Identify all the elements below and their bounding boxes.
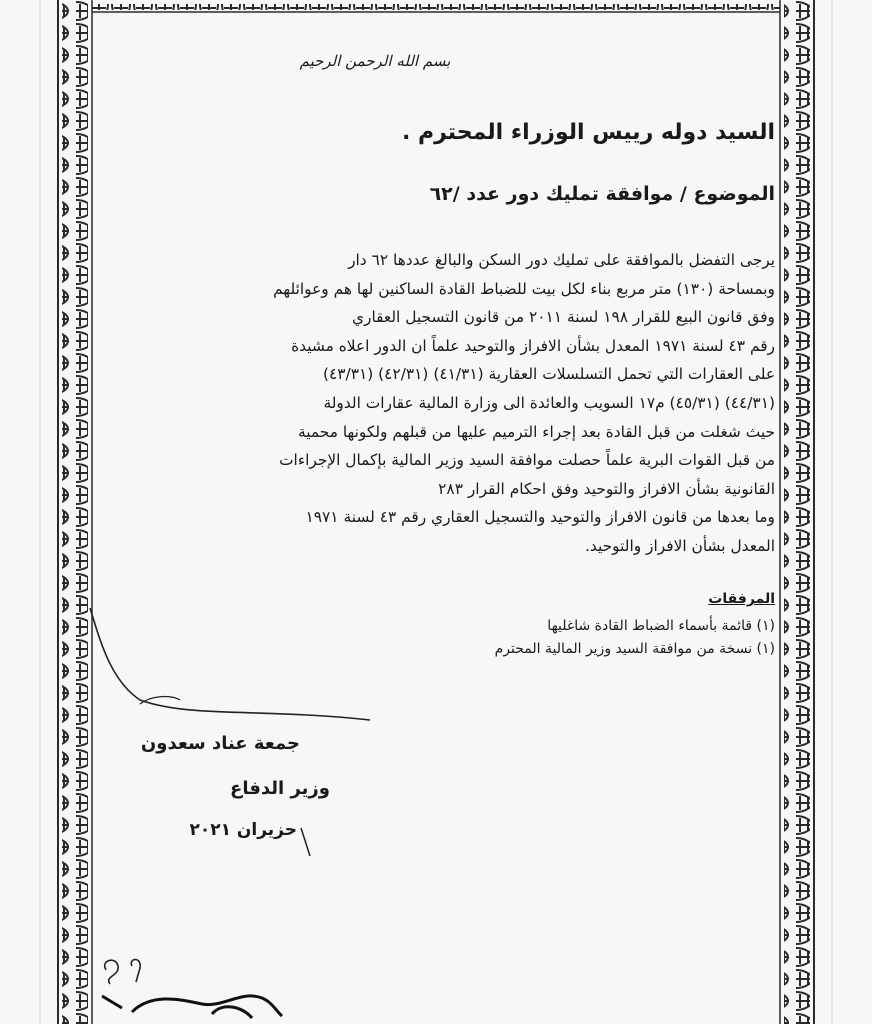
attachment-item: (١) نسخة من موافقة السيد وزير المالية المحترم (494, 641, 775, 657)
body-line: حيث شغلت من قبل القادة بعد إجراء الترميم عليها من قبلهم ولكونها محمية (297, 422, 775, 441)
basmala: بسم الله الرحمن الرحيم (299, 52, 451, 70)
body-line: يرجى التفضل بالموافقة على تمليك دور السكن والبالغ عددها ٦٢ دار (348, 251, 775, 269)
tick-mark (298, 826, 314, 860)
body-line: رقم ٤٣ لسنة ١٩٧١ المعدل بشأن الافراز والتوحيد علماً ان الدور اعلاه مشيدة (291, 336, 775, 355)
body-line: من قبل القوات البرية علماً حصلت موافقة السيد وزير المالية بإكمال الإجراءات (279, 451, 775, 470)
attachment-item: (١) قائمة بأسماء الضباط القادة شاغليها (547, 618, 775, 634)
signatory-title: وزير الدفاع (230, 778, 330, 799)
body-line: على العقارات التي تحمل التسلسلات العقارية (٤١/٣١) (٤٢/٣١) (٤٣/٣١) (322, 365, 775, 384)
letter-body (95, 246, 775, 561)
body-line: وبمساحة (١٣٠) متر مربع بناء لكل بيت للضباط القادة الساكنين لها هم وعوائلهم (273, 279, 775, 298)
addressee: السيد دوله رييس الوزراء المحترم . (401, 120, 775, 145)
body-line: وفق قانون البيع للقرار ١٩٨ لسنة ٢٠١١ من قانون التسجيل العقاري (351, 308, 775, 327)
handwritten-signature-stroke (80, 600, 380, 730)
body-line: (٤٤/٣١) (٤٥/٣١) م١٧ السويب والعائدة الى وزارة المالية عقارات الدولة (323, 393, 775, 412)
handwritten-note-scribble (92, 952, 292, 1024)
attachments-title: المرفقات (708, 591, 775, 607)
subject-line: الموضوع / موافقة تمليك دور عدد /٦٢ (429, 183, 775, 205)
body-line: المعدل بشأن الافراز والتوحيد. (585, 536, 775, 555)
body-line: وما بعدها من قانون الافراز والتوحيد والتسجيل العقاري رقم ٤٣ لسنة ١٩٧١ (305, 508, 775, 527)
signatory-name: جمعة عناد سعدون (140, 733, 300, 754)
signature-date: حزيران ٢٠٢١ (189, 820, 297, 840)
body-line: القانونية بشأن الافراز والتوحيد وفق احكام القرار ٢٨٣ (438, 479, 775, 498)
attachments-list (495, 615, 775, 661)
